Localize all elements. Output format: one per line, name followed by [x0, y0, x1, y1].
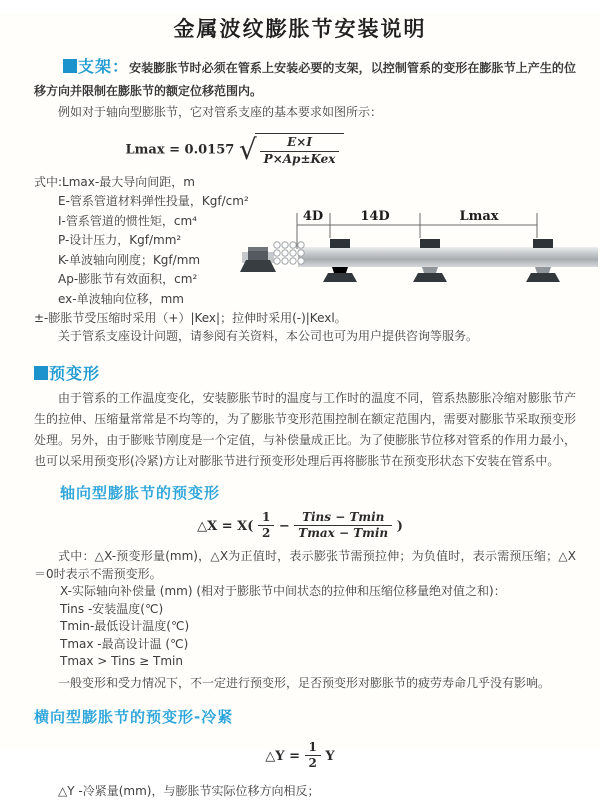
definition-item: Ap-膨胀节有效面积，cm² — [58, 272, 198, 287]
page-title: 金属波纹膨胀节安装说明 — [173, 17, 427, 41]
axial-item: X-实际轴向补偿量 (mm) (相对于膨胀节中间状态的拉伸和压缩位移量绝对值之和)： — [60, 584, 506, 599]
preform-body-text: 由于管系的工作温度变化，安装膨胀节时的温度与工作时的温度不同，管系热膨胀冷缩对膨胀节产生的拉伸、压缩量常常是不均等的，为了膨胀节变形范围控制在额定范围内，需要对膨胀节采取预变形处理。另外，由于膨账节刚度是一个定值，与补偿量成正比。为了使膨胀节位移对管系的作用力最小，也可以采用预变形(冷紧)方让对膨胀节进行预变形处理后再将膨胀节在预变形状态下安装在管系中。 — [34, 390, 576, 468]
formula2-temp-num: Tins − Tmin — [294, 511, 392, 527]
axial-subheading: 轴向型膨胀节的预变形 — [60, 483, 221, 502]
definition-item: I-管系管道的惯性矩，cm⁴ — [58, 213, 197, 228]
formula2-half-num: 1 — [258, 511, 274, 527]
section-square-icon — [34, 366, 48, 380]
bellows-icon — [274, 242, 304, 264]
lateral-note-text: △Y -冷紧量(mm)，与膨胀节实际位移方向相反； — [58, 784, 320, 799]
formula2-half-den: 2 — [261, 526, 271, 541]
formula1-lhs: Lmax = 0.0157 — [125, 142, 235, 158]
axial-item: Tmax -最高设计温 (℃) — [60, 636, 189, 651]
axial-item: Tins -安装温度(℃) — [60, 601, 164, 616]
support-lead-text: 安装膨胀节时必须在管系上安装必要的支架，以控制管系的变形在膨胀节上产生的位移方向并限制在膨胀节的额定位移范围内。 — [34, 61, 576, 98]
formula2-half-fraction — [258, 511, 274, 542]
definition-item-plusminus: ±-膨胀节受压缩时采用（+）|Kex|；拉伸时采用(-)|Kexl。 — [34, 311, 347, 326]
formula1-denominator: P×Ap±Kex — [263, 151, 336, 166]
formula1-numerator: E×I — [260, 136, 340, 152]
lateral-subheading: 横向型膨胀节的预变形-冷紧 — [34, 707, 234, 726]
preform-section-header — [34, 361, 600, 384]
formula3-half-fraction — [305, 741, 321, 772]
axial-definitions — [60, 583, 576, 671]
definitions-intro: 式中:Lmax-最大导向间距，m — [34, 174, 195, 189]
support-note-text: 关于管系支座设计问题，请参阅有关资料，本公司也可为用户提供咨询等服务。 — [58, 328, 479, 343]
section-square-icon — [63, 59, 77, 73]
pipe — [298, 247, 598, 267]
document-page — [0, 13, 600, 799]
formula2-temp-den: Tmax − Tmin — [298, 526, 389, 541]
definition-item: K-单波轴向刚度；Kgf/mm — [58, 252, 201, 267]
support-paragraph — [34, 53, 576, 102]
sqrt-radical — [239, 133, 345, 167]
formula3-half-den: 2 — [308, 756, 317, 771]
radical-sign-icon: √ — [238, 132, 257, 166]
definition-item: ex-单波轴向位移，mm — [58, 291, 184, 306]
dimension-label-14d: 14D — [360, 209, 390, 224]
dimension-label-4d: 4D — [302, 209, 324, 224]
formula3-lhs: △Y = — [265, 748, 300, 764]
axial-item: Tmax > Tins ≥ Tmin — [60, 654, 183, 669]
formula3-half-num: 1 — [305, 741, 321, 757]
formula2-rhs: ) — [396, 518, 403, 534]
definition-item: E-管系管道材料弹性投量，Kgf/cm² — [58, 194, 249, 209]
support-example-text: 例如对于轴向型膨胀节，它对管系支座的基本要求如图所示： — [58, 105, 383, 119]
dimension-label-lmax: Lmax — [459, 209, 499, 224]
support-section-label: 支架： — [77, 57, 130, 76]
definition-item: P-设计压力，Kgf/mm² — [58, 233, 182, 248]
preform-section-label: 预变形 — [49, 363, 101, 383]
guide-spacing-formula — [0, 133, 470, 167]
formula2-temp-fraction — [294, 511, 392, 542]
formula3-rhs: Y — [325, 748, 335, 764]
pipe-support-diagram — [240, 205, 600, 301]
axial-note-text: 一般变形和受力情况下，不一定进行预变形，足否预变形对膨胀节的疲劳寿命几乎没有影响。 — [58, 675, 551, 690]
formula2-minus: − — [278, 518, 290, 534]
axial-item: Tmin-最低设计温度(℃) — [60, 619, 190, 634]
formula2-lhs: △X = X( — [197, 518, 254, 534]
axial-explain-text: 式中：△X-预变形量(mm)，△X为正值时，表示膨张节需预拉伸；为负值时，表示需预压缩；△X＝0时表示不需预变形。 — [34, 549, 576, 582]
axial-preform-formula — [0, 511, 600, 542]
lateral-preform-formula — [0, 741, 600, 772]
